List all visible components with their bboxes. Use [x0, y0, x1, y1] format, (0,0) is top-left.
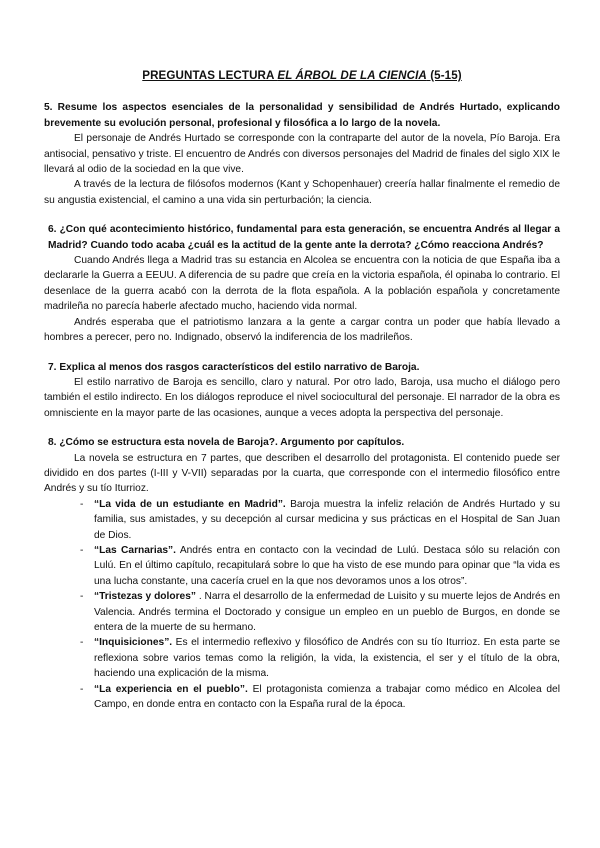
- novel-parts-list: [44, 497, 560, 713]
- part-text: Es el intermedio reflexivo y filosófico de Andrés con su tío Iturrioz. En esta parte se reflexiona sobre varios temas como la religión, la vida, la existencia, el ser y el título de la obra, haciendo una explicación de la misma.: [94, 637, 560, 680]
- part-text: Andrés entra en contacto con la vecindad de Lulú. Destaca sólo su relación con Lulú. En el último capítulo, recapitulará sobre lo que ha visto de ese mundo para opinar que “la vida es una lucha constante, una cacería cruel en la que nos devoramos unos a los otros”.: [94, 544, 561, 587]
- list-item: [80, 589, 560, 635]
- list-dash: -: [80, 591, 84, 603]
- answer-paragraph: Andrés esperaba que el patriotismo lanzara a la gente a cargar contra un poder que había llevado a hombres a perecer, pero no. Indignado, observó la indiferencia de los madrileños.: [44, 316, 560, 344]
- page-title: [44, 68, 560, 83]
- section-q7: [44, 360, 560, 422]
- answer-paragraph: Cuando Andrés llega a Madrid tras su estancia en Alcolea se encuentra con la noticia de que España iba a declararle la Guerra a EEUU. A diferencia de su padre que creía en la victoria española, él opinaba lo contrario. El desenlace de la guerra acabó con la derrota de la flota española. A la población española y concretamente madrileña no parecía haberle afectado mucho, haciendo vida normal.: [44, 255, 560, 313]
- question-heading: 7. Explica al menos dos rasgos característicos del estilo narrativo de Baroja.: [48, 361, 420, 373]
- part-title: “Tristezas y dolores”: [94, 591, 196, 603]
- list-dash: -: [80, 544, 84, 556]
- part-title: “La experiencia en el pueblo”.: [94, 683, 248, 695]
- title-prefix: PREGUNTAS LECTURA: [142, 69, 278, 82]
- title-range: (5-15): [426, 69, 462, 82]
- part-text: . Narra el desarrollo de la enfermedad de Luisito y su muerte lejos de Andrés en Valencia. Andrés termina el Doctorado y consigue un empleo en un pueblo de Burgos, en donde se entera de la muerte de su hermano.: [94, 591, 560, 633]
- part-text: El protagonista comienza a trabajar como médico en Alcolea del Campo, en donde entra en contacto con la España rural de la época.: [94, 683, 560, 711]
- question-heading: 6. ¿Con qué acontecimiento histórico, fundamental para esta generación, se encuentra Andrés al llegar a Madrid? Cuando todo acaba ¿cuál es la actitud de la gente ante la derrota? ¿Cómo reacciona Andrés?: [48, 224, 560, 251]
- section-q5: [44, 100, 560, 208]
- list-item: [80, 497, 560, 543]
- list-item: [80, 682, 560, 713]
- question-heading: 5. Resume los aspectos esenciales de la personalidad y sensibilidad de Andrés Hurtado, explicando brevemente su evolución personal, profesional y filosófica a lo largo de la novela.: [44, 102, 560, 129]
- answer-paragraph: El estilo narrativo de Baroja es sencillo, claro y natural. Por otro lado, Baroja, usa mucho el diálogo pero también el estilo indirecto. En los diálogos reproduce el nivel sociocultural del personaje. El narrador de la obra es omnisciente en la mayor parte de las ocasiones, aunque a veces adopta la perspectiva del personaje.: [44, 376, 560, 419]
- part-title: “La vida de un estudiante en Madrid”.: [94, 498, 286, 510]
- list-item: [80, 635, 560, 681]
- list-dash: -: [80, 683, 84, 695]
- list-dash: -: [80, 498, 84, 510]
- part-title: “Inquisiciones”.: [94, 637, 173, 649]
- part-title: “Las Carnarias”.: [94, 544, 176, 556]
- part-text: Baroja muestra la infeliz relación de Andrés Hurtado y su familia, sus amistades, y su decepción al cursar medicina y sus prácticas en el Hospital de San Juan de Dios.: [94, 498, 560, 541]
- list-dash: -: [80, 637, 84, 649]
- section-q6: [44, 222, 560, 345]
- section-q8: [44, 435, 560, 712]
- answer-paragraph: La novela se estructura en 7 partes, que describen el desarrollo del protagonista. El contenido puede ser dividido en dos partes (I-III y V-VII) separadas por la cuarta, que corresponde con el intermedio filosófico entre Andrés y su tío Iturrioz.: [44, 452, 560, 495]
- answer-paragraph: El personaje de Andrés Hurtado se corresponde con la contraparte del autor de la novela, Pío Baroja. Era antisocial, pensativo y triste. El encuentro de Andrés con diversos personajes del Madrid de finales del siglo XIX le llevará al odio de la sociedad en la que vive.: [44, 133, 560, 176]
- answer-paragraph: A través de la lectura de filósofos modernos (Kant y Schopenhauer) creería hallar finalmente el remedio de su angustia existencial, el camino a una vida sin perturbación; la ciencia.: [44, 179, 560, 206]
- list-item: [80, 543, 561, 589]
- title-book: EL ÁRBOL DE LA CIENCIA: [277, 69, 427, 82]
- question-heading: 8. ¿Cómo se estructura esta novela de Baroja?. Argumento por capítulos.: [48, 437, 405, 449]
